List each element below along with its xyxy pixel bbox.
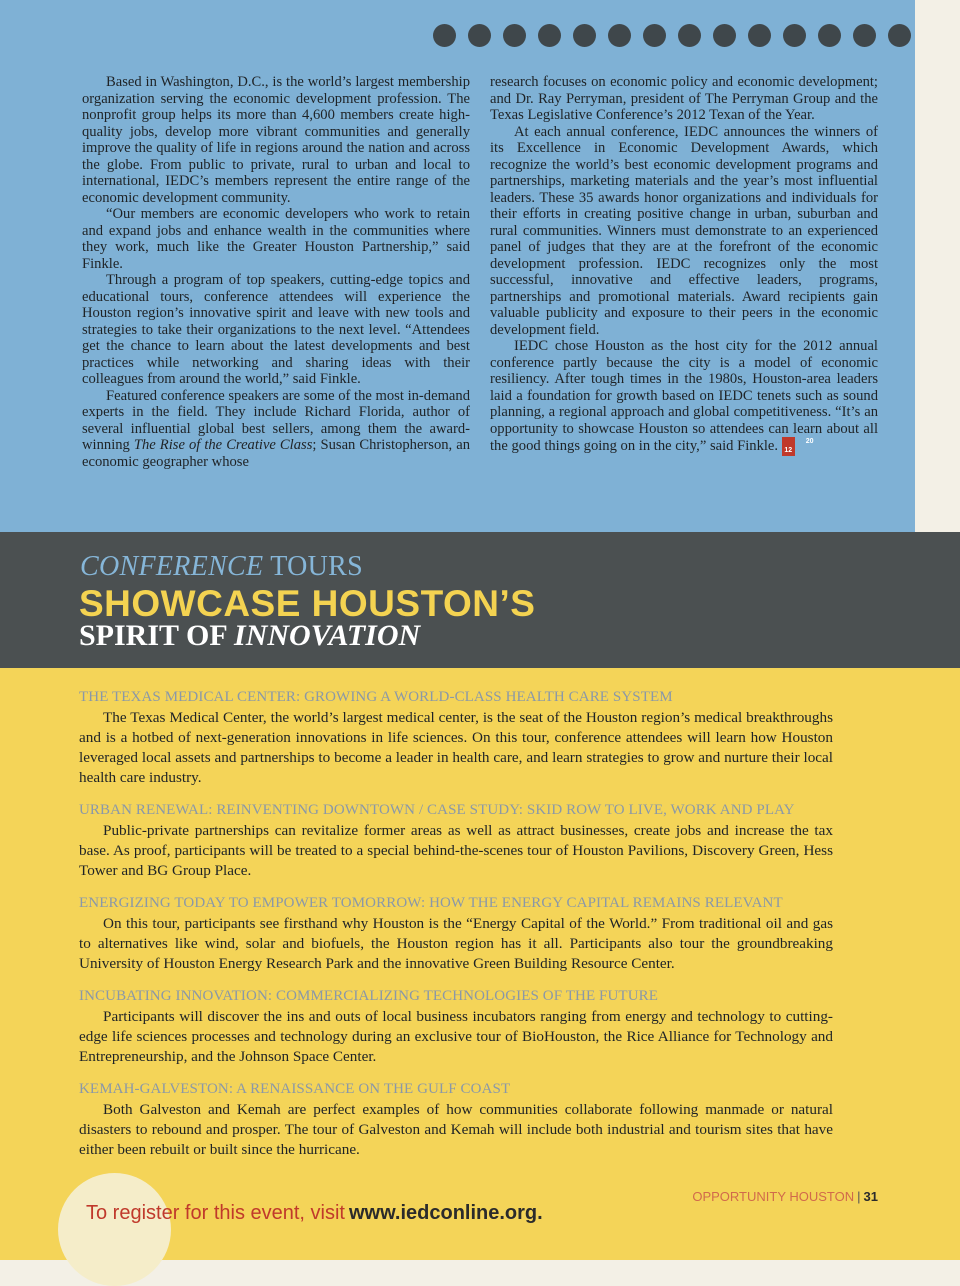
- tour-title: URBAN RENEWAL: REINVENTING DOWNTOWN / CASE STUDY: SKID ROW TO LIVE, WORK AND PLAY: [79, 802, 795, 818]
- dot-icon: [888, 24, 911, 47]
- dot-icon: [538, 24, 561, 47]
- header-line-3-italic: INNOVATION: [234, 619, 421, 652]
- dot-icon: [608, 24, 631, 47]
- register-link[interactable]: www.iedconline.org.: [348, 1202, 543, 1224]
- intro-paragraph: [490, 338, 878, 456]
- decorative-circle: [58, 1173, 171, 1286]
- header-line-3-plain: SPIRIT OF: [79, 619, 235, 652]
- tour-item: [79, 689, 833, 788]
- dot-icon: [853, 24, 876, 47]
- tour-body: Public-private partnerships can revitalize former areas as well as attract businesses, create jobs and increase the tax base. As proof, participants will be treated to a special behind-the-scenes tour of Houston Pavilions, Discovery Green, Hess Tower and BG Group Place.: [79, 822, 833, 879]
- dot-icon: [433, 24, 456, 47]
- tour-body: The Texas Medical Center, the world’s largest medical center, is the seat of the Houston region’s medical breakthroughs and is a hotbed of next-generation innovations in life sciences. On this tour, conference attendees will learn how Houston leveraged local assets and partnerships to become a leader in health care, and learn strategies to grow and nurture their local health care industry.: [79, 709, 833, 786]
- badge-bottom: 12: [784, 447, 793, 454]
- tour-item: [79, 895, 833, 974]
- intro-paragraph: Through a program of top speakers, cutting-edge topics and educational tours, conference attendees will experience the Houston region’s innovative spirit and leave with new tools and strategies to take their organizations to the next level. “Attendees get the chance to learn about the latest developments and best practices while networking and sharing ideas with their colleagues from around the world,” said Finkle.: [82, 272, 470, 387]
- header-line-3: [79, 619, 420, 653]
- tour-item: [79, 988, 833, 1067]
- dot-icon: [468, 24, 491, 47]
- tour-item: [79, 1081, 833, 1160]
- tours-list: [79, 689, 833, 1174]
- dot-icon: [678, 24, 701, 47]
- text-run: Featured conference speakers are some of the most in-demand experts in the field. They include Richard Florida, author of several influential global best sellers, among them the award-winning: [82, 387, 470, 453]
- tour-item: [79, 802, 833, 881]
- dot-icon: [573, 24, 596, 47]
- text-run: ; Susan Christopherson, an economic geographer whose: [82, 437, 471, 470]
- tour-title: ENERGIZING TODAY TO EMPOWER TOMORROW: HOW THE ENERGY CAPITAL REMAINS RELEVANT: [79, 895, 783, 911]
- header-line-1-rest: TOURS: [263, 551, 364, 582]
- register-text: To register for this event, visit: [86, 1202, 345, 1224]
- decorative-dots: [433, 24, 911, 47]
- tour-title: KEMAH-GALVESTON: A RENAISSANCE ON THE GULF COAST: [79, 1081, 511, 1097]
- text-run: IEDC chose Houston as the host city for the 2012 annual conference partly because the city is a model of economic resiliency. After tough times in the 1980s, Houston-area leaders laid a foundation for growth based on IEDC tenets such as sound planning, a regional approach and global competitiveness. “It’s an opportunity to showcase Houston so attendees can learn about all the good things going on in the city,” said Finkle.: [490, 338, 878, 454]
- intro-paragraph: At each annual conference, IEDC announces the winners of its Excellence in Economic Development Awards, which recognize the world’s best economic development programs and partnerships, marketing materials and the year’s most influential leaders. These 35 awards honor organizations and individuals for their efforts in creating positive change in urban, suburban and rural communities. Winners must demonstrate to an experienced panel of judges that they are at the forefront of the economic development profession. IEDC recognizes only the most successful, innovative and effective leaders, programs, partnerships and promotional materials. Award recipients gain valuable publicity and exposure to their peers in the economic development field.: [490, 123, 878, 338]
- header-line-1-italic: CONFERENCE: [80, 551, 264, 582]
- dot-icon: [818, 24, 841, 47]
- dot-icon: [783, 24, 806, 47]
- intro-right-column: [490, 74, 878, 456]
- tour-body: Both Galveston and Kemah are perfect examples of how communities collaborate following manmade or natural disasters to rebound and prosper. The tour of Galveston and Kemah will include both industrial and tourism sites that have either been rebuilt or built since the hurricane.: [79, 1101, 833, 1158]
- intro-paragraph: “Our members are economic developers who work to retain and expand jobs and enhance wealth in the communities where they work, much like the Greater Houston Partnership,” said Finkle.: [82, 206, 470, 272]
- header-line-1: [80, 551, 363, 583]
- intro-paragraph: Based in Washington, D.C., is the world’s largest membership organization serving the economic development profession. The nonprofit group helps its more than 4,600 members create high-quality jobs, develop more vibrant communities and generally improve the quality of life in regions around the nation and across the globe. From public to private, rural to urban and local to international, IEDC’s members represent the entire range of the economic development community.: [82, 74, 470, 206]
- page-footer: [692, 1189, 878, 1204]
- register-callout: [86, 1202, 543, 1225]
- dot-icon: [643, 24, 666, 47]
- tour-title: THE TEXAS MEDICAL CENTER: GROWING A WORLD-CLASS HEALTH CARE SYSTEM: [79, 689, 673, 705]
- dot-icon: [748, 24, 771, 47]
- page-number: 31: [863, 1189, 878, 1204]
- dot-icon: [503, 24, 526, 47]
- tour-title: INCUBATING INNOVATION: COMMERCIALIZING TECHNOLOGIES OF THE FUTURE: [79, 988, 658, 1004]
- intro-paragraph-continued: research focuses on economic policy and economic development; and Dr. Ray Perryman, president of The Perryman Group and the Texas Legislative Conference’s 2012 Texan of the Year.: [490, 74, 878, 123]
- book-title: The Rise of the Creative Class: [133, 437, 313, 453]
- dot-icon: [713, 24, 736, 47]
- tour-body: Participants will discover the ins and outs of local business incubators ranging from energy and technology to cutting-edge life sciences processes and technology during an exclusive tour of BioHouston, the Rice Alliance for Technology and Entrepreneurship, and the Johnson Space Center.: [79, 1008, 833, 1065]
- publication-name: OPPORTUNITY HOUSTON: [692, 1189, 855, 1204]
- intro-left-column: [82, 74, 470, 470]
- header-line-2: SHOWCASE HOUSTON’S: [79, 583, 536, 624]
- footer-separator: |: [857, 1189, 861, 1204]
- badge-top: 20: [805, 438, 814, 445]
- intro-paragraph: [82, 388, 470, 471]
- end-mark-badge: [782, 437, 814, 456]
- tour-body: On this tour, participants see firsthand why Houston is the “Energy Capital of the World.” From traditional oil and gas to alternatives like wind, solar and biofuels, the Houston region has it all. Participants also tour the groundbreaking University of Houston Energy Research Park and the innovative Green Building Resource Center.: [79, 915, 833, 972]
